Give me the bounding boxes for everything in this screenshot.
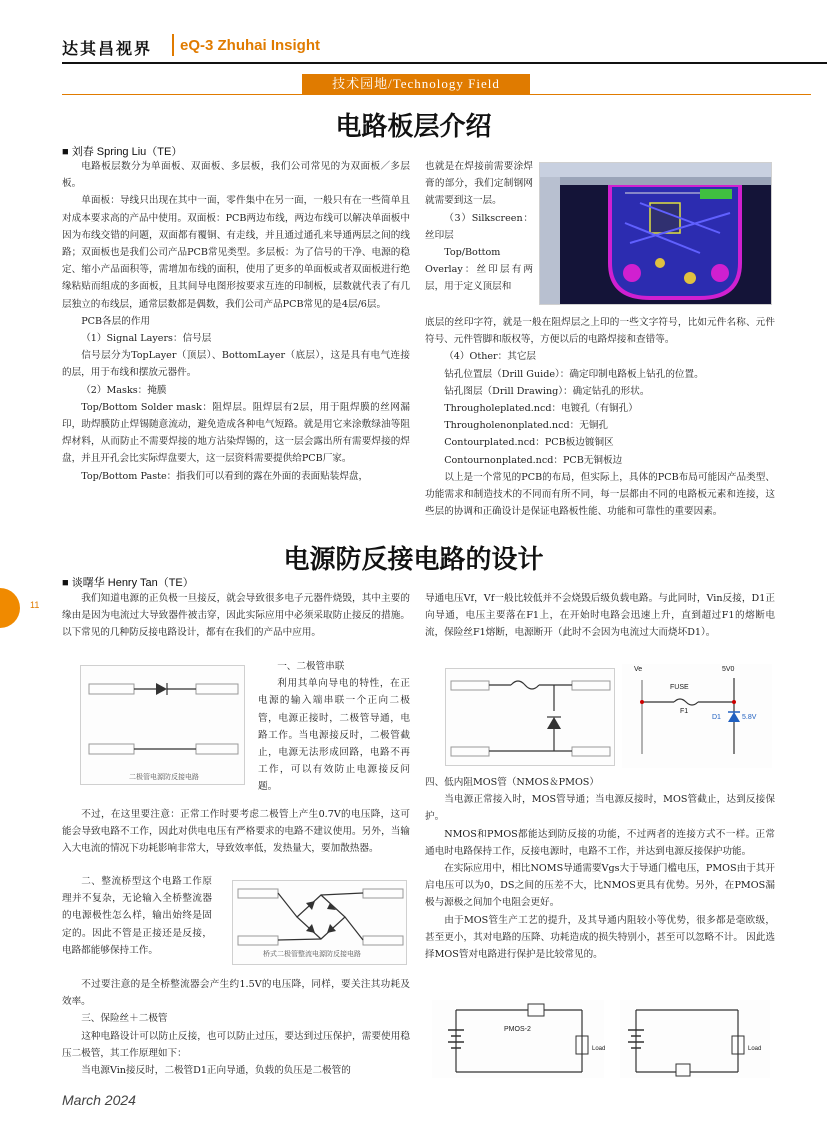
article1-right-column bbox=[425, 314, 775, 520]
diode-circuit-diagram bbox=[81, 666, 246, 786]
paragraph: 当电源Vin接反时，二极管D1正向导通，负载的负压是二极管的 bbox=[81, 1065, 351, 1077]
section1-notes bbox=[62, 806, 410, 858]
paragraph: Top/Bottom Solder mask：阻焊层。阻焊层有2层，用于阻焊膜的丝网漏印，助焊膜防止焊锡随意流动，避免造成各种电气短路。就是用它来涂敷绿油等阻焊材料，从而防止不需要焊接的地方沾染焊锡的，这一层会露出所有需要焊接的焊盘，并且开孔会比实际焊盘要大，这一层资料需要提供给PCB厂家。 bbox=[62, 401, 410, 465]
article2-title: 电源防反接电路的设计 bbox=[283, 545, 544, 575]
brand-name-en: eQ-3 Zhuhai Insight bbox=[180, 37, 321, 54]
paragraph: （2）Masks：掩膜 bbox=[81, 384, 167, 396]
paragraph: 信号层分为TopLayer（顶层）、BottomLayer（底层），这是具有电气连接的层，用于布线和摆放元器件。 bbox=[62, 350, 410, 379]
article1-right-top-column bbox=[425, 158, 533, 296]
paragraph: Contourplated.ncd：PCB板边镀铜区 bbox=[444, 437, 614, 449]
article1-left-column bbox=[62, 158, 410, 485]
section-rule bbox=[62, 94, 811, 95]
section1-text bbox=[258, 658, 410, 796]
d1-label: D1 bbox=[712, 714, 721, 721]
pmos-circuit-figure bbox=[432, 1000, 604, 1078]
paragraph: 以上是一个常见的PCB的布局，但实际上，具体的PCB布局可能因产品类型、功能需求和制造技术的不同而有所不同，每一层都由不同的电路板元素和连接，这些层的协调和正确设计是保证电路板性能、功能和可靠性的重要因素。 bbox=[425, 471, 775, 518]
fuse-diode-diagram bbox=[446, 669, 616, 767]
ve-label: Ve bbox=[634, 666, 643, 673]
page-number: 11 bbox=[30, 600, 40, 610]
fuse-diode-figure bbox=[445, 668, 615, 766]
paragraph: 底层的丝印字符，就是一般在阻焊层之上印的一些文字符号，比如元件名称、元件符号、元件管脚和版权等，方便以后的电路焊接和查错等。 bbox=[425, 317, 775, 346]
paragraph: （3）Silkscreen：丝印层 bbox=[425, 212, 533, 241]
article2-author: ■ 谈曙华 Henry Tan（TE） bbox=[62, 577, 194, 589]
paragraph: 由于MOS管生产工艺的提升，及其导通内阻较小等优势，很多都是毫欧级，甚至更小，其对电路的压降、功耗造成的损失特别小，甚至可以忽略不计。 因此选择MOS管对电路进行保护是比较常见的。 bbox=[425, 914, 775, 961]
figure-caption: 桥式二极管整流电源防反接电路 bbox=[263, 950, 361, 958]
paragraph: Top/Bottom Overlay：丝印层有两层，用于定义顶层和 bbox=[425, 247, 533, 293]
article2-right-top bbox=[425, 590, 775, 642]
paragraph: 导通电压Vf，Vf一般比较低并不会烧毁后级负载电路。与此同时，Vin反接，D1正向导通，电压主要落在F1上，在开始时电路会迅速上升，直到超过F1的熔断电流，保险丝F1熔断，电源断开（此时不会因为电流过大而烧坏D1）。 bbox=[425, 593, 775, 639]
brand-name-cn: 达其昌视界 bbox=[62, 39, 153, 58]
nmos-circuit-figure bbox=[620, 1000, 770, 1078]
paragraph: 也就是在焊接前需要涂焊膏的部分，我们定制钢网就需要到这一层。 bbox=[425, 161, 533, 207]
paragraph: （1）Signal Layers：信号层 bbox=[81, 333, 212, 345]
section-heading: 一、二极管串联 bbox=[277, 661, 345, 672]
section4-text bbox=[425, 774, 775, 963]
paragraph: Througholeplated.ncd：电镀孔（有铜孔） bbox=[444, 403, 638, 415]
page-tab bbox=[0, 588, 20, 628]
pcb-layout-image bbox=[539, 162, 772, 305]
section-heading: 三、保险丝＋二极管 bbox=[81, 1013, 168, 1025]
zener-circuit-figure bbox=[622, 664, 772, 768]
diode-circuit-figure bbox=[80, 665, 245, 785]
paragraph: 不过，在这里要注意：正常工作时要考虑二极管上产生0.7V的电压降，这可能会导致电路不工作，因此对供电电压有严格要求的电路不建议使用。另外，当输入大电流的情况下功耗影响非常大，导致效率低，发热量大，要加散热器。 bbox=[62, 809, 410, 855]
section-heading: 四、低内阻MOS管（NMOS＆PMOS） bbox=[425, 777, 599, 788]
zener-voltage-label: 5.8V bbox=[742, 714, 757, 721]
paragraph: Top/Bottom Paste：指我们可以看到的露在外面的表面贴装焊盘， bbox=[81, 470, 369, 482]
footer-date: March 2024 bbox=[62, 1092, 136, 1108]
pmos-label: PMOS-2 bbox=[504, 1026, 531, 1033]
paragraph: （4）Other：其它层 bbox=[444, 351, 537, 363]
paragraph: 二、整流桥型这个电路工作原理并不复杂，无论输入全桥整流器的电源极性怎么样，输出始终是固定的。因此不管是正接还是反接，电路都能够保持工作。 bbox=[62, 876, 212, 956]
fuse-label: FUSE bbox=[670, 684, 689, 691]
paragraph: 在实际应用中，相比NOMS导通需要Vgs大于导通门槛电压，PMOS由于其开启电压可以为0，DS之间的压差不大，比NMOS更具有优势。另外，在PMOS漏极与源极之间加个电阻会更好。 bbox=[425, 863, 775, 909]
load-label: Load bbox=[592, 1046, 606, 1052]
paragraph: 这种电路设计可以防止反接，也可以防止过压，要达到过压保护，需要使用稳压二极管，其工作原理如下： bbox=[62, 1030, 410, 1059]
masthead bbox=[62, 30, 827, 62]
section2-3-text bbox=[62, 976, 410, 1079]
article1-title: 电路板层介绍 bbox=[335, 112, 492, 142]
f1-label: F1 bbox=[680, 708, 689, 715]
paragraph: PCB各层的作用 bbox=[81, 315, 151, 327]
paragraph: Contournonplated.ncd：PCB无铜板边 bbox=[444, 454, 623, 466]
paragraph: 钻孔位置层（Drill Guide）：确定印制电路板上钻孔的位置。 bbox=[444, 368, 704, 380]
bridge-circuit-figure bbox=[232, 880, 407, 965]
brand-separator bbox=[172, 34, 174, 56]
paragraph: 当电源正常接入时，MOS管导通；当电源反接时，MOS管截止，达到反接保护。 bbox=[425, 794, 775, 823]
paragraph: 利用其单向导电的特性，在正电源的输入端串联一个正向二极管，电源正接时，二极管导通，电路工作。当电源接反时，二极管截止，电源无法形成回路，电路不再工作，可以有效防止电源接反问题。 bbox=[258, 678, 410, 793]
section-tag: 技术园地/Technology Field bbox=[302, 74, 530, 94]
article2-intro bbox=[62, 590, 410, 642]
section2-text bbox=[62, 873, 212, 959]
paragraph: Througholenonplated.ncd：无铜孔 bbox=[444, 420, 609, 432]
vo-label: 5V0 bbox=[722, 666, 735, 673]
paragraph: 不过要注意的是全桥整流器会产生约1.5V的电压降，同样，要关注其功耗及效率。 bbox=[62, 979, 410, 1008]
pcb-render bbox=[540, 163, 772, 305]
pmos-circuit-diagram bbox=[432, 1000, 604, 1078]
figure-caption: 二极管电源防反接电路 bbox=[129, 773, 199, 781]
nmos-circuit-diagram bbox=[620, 1000, 770, 1078]
paragraph: 钻孔图层（Drill Drawing）：确定钻孔的形状。 bbox=[444, 385, 650, 397]
paragraph: NMOS和PMOS都能达到防反接的功能，不过两者的连接方式不一样。正常通电时电路保持工作，反接电源时，电路不工作，并达到电源反接保护功能。 bbox=[425, 828, 775, 857]
paragraph: 电路板层数分为单面板、双面板、多层板，我们公司常见的为双面板／多层板。 bbox=[62, 161, 410, 190]
article1-author: ■ 刘春 Spring Liu（TE） bbox=[62, 146, 183, 158]
header-rule bbox=[62, 62, 827, 64]
paragraph: 我们知道电源的正负极一旦接反，就会导致很多电子元器件烧毁，其中主要的缘由是因为电流过大导致器件被击穿，因此实际应用中必须采取防止接反的措施。以下常见的几种防反接电路设计，都有在我们的产品中应用。 bbox=[62, 593, 410, 639]
load-label: Load bbox=[748, 1046, 762, 1052]
paragraph: 单面板：导线只出现在其中一面，零件集中在另一面，一般只有在一些简单且对成本要求高的产品中使用。双面板：PCB两边布线，两边布线可以解决单面板中因为布线交错的问题，双面都有覆铜、有走线，并且通过通孔来导通两层之间的线路；双面板也是我们公司产品PCB常见类型。多层板：为了信号的干净、电源的稳定、缩小产品面积等，需增加布线的面积，使用了更多的单面板或者双面板进行绝缘粘贴而组成的多面板，且其间导电图形按要求互连的印制板，层数就代表了有几层独立的布线层，通常层数都是偶数，我们公司产品PCB常见的是4层/6层。 bbox=[62, 195, 410, 310]
